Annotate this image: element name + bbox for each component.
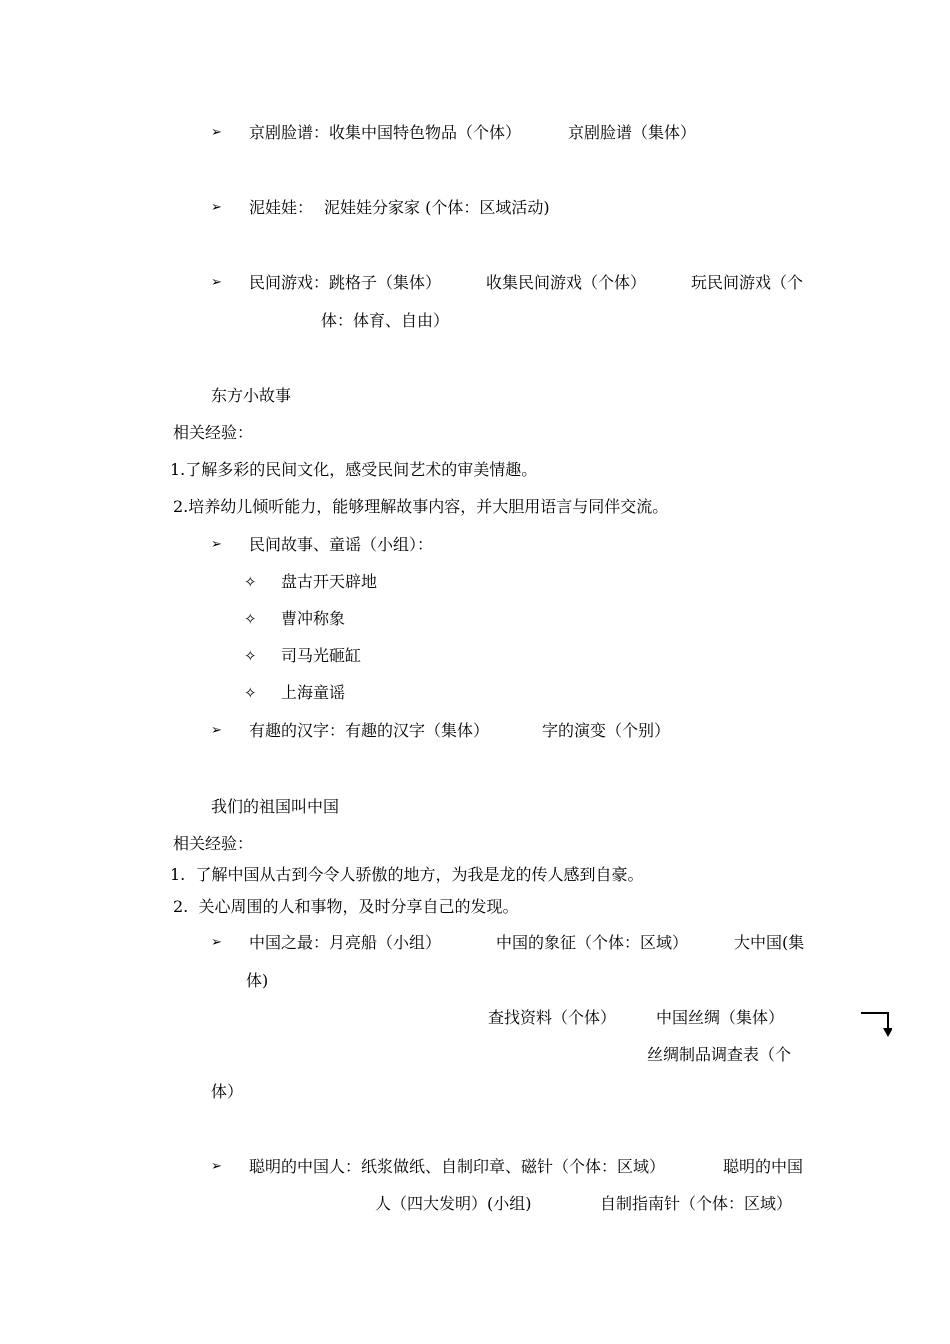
item-niwawa: 泥娃娃： [249,198,314,217]
story-item: 盘古开天辟地 [281,572,378,591]
section-heading: 我们的祖国叫中国 [211,797,340,816]
arrow-bullet-icon: ➢ [211,537,222,552]
item-big-china: 大中国(集 [734,933,805,952]
item-compass: 自制指南针（个体：区域） [600,1194,793,1213]
item-clever-chinese-b: 聪明的中国 [723,1157,804,1176]
item-jingju: 京剧脸谱：收集中国特色物品（个体） [249,123,522,142]
arrow-bullet-icon: ➢ [211,723,222,738]
related-experience-label: 相关经验： [173,423,254,442]
item-folk-games-play: 玩民间游戏（个 [691,273,804,292]
diamond-bullet-icon: ✧ [244,573,257,591]
diamond-bullet-icon: ✧ [244,684,257,702]
section-heading: 东方小故事 [211,386,292,405]
item-niwawa-detail: 泥娃娃分家家 (个体：区域活动) [324,198,550,217]
arrow-bullet-icon: ➢ [211,275,222,290]
diamond-bullet-icon: ✧ [244,647,257,665]
item-china-silk: 中国丝绸（集体） [656,1008,785,1027]
item-four-inventions: 人（四大发明）(小组) [375,1194,532,1213]
item-folk-games: 民间游戏：跳格子（集体） [249,273,442,292]
diamond-bullet-icon: ✧ [244,610,257,628]
experience-item: 2. 关心周围的人和事物，及时分享自己的发现。 [173,897,519,916]
item-chinese-characters: 有趣的汉字：有趣的汉字（集体） [249,721,490,740]
related-experience-label: 相关经验： [173,834,254,853]
item-china-best: 中国之最：月亮船（小组） [249,933,442,952]
item-folk-games-play-cont: 体：体育、自由） [321,311,450,330]
item-big-china-cont: 体) [246,971,269,990]
arrow-bullet-icon: ➢ [211,1159,222,1174]
item-character-evolution: 字的演变（个别） [542,721,671,740]
item-jingju-collective: 京剧脸谱（集体） [568,123,697,142]
arrow-bullet-icon: ➢ [211,935,222,950]
elbow-arrow-icon [860,1010,892,1038]
item-find-materials: 查找资料（个体） [488,1008,617,1027]
arrow-bullet-icon: ➢ [211,200,222,215]
story-item: 曹冲称象 [281,609,346,628]
story-item: 上海童谣 [281,683,346,702]
item-folk-stories: 民间故事、童谣（小组）： [249,535,434,554]
story-item: 司马光砸缸 [281,646,362,665]
item-clever-chinese: 聪明的中国人：纸浆做纸、自制印章、磁针（个体：区域） [249,1157,666,1176]
experience-item: 1.了解多彩的民间文化，感受民间艺术的审美情趣。 [170,460,538,479]
arrow-bullet-icon: ➢ [211,125,222,140]
experience-item: 1. 了解中国从古到今令人骄傲的地方，为我是龙的传人感到自豪。 [170,865,644,884]
item-silk-survey: 丝绸制品调查表（个 [647,1045,792,1064]
item-china-symbol: 中国的象征（个体：区域） [496,933,689,952]
item-silk-survey-cont: 体） [211,1082,244,1101]
experience-item: 2.培养幼儿倾听能力，能够理解故事内容，并大胆用语言与同伴交流。 [173,497,669,516]
item-folk-games-collect: 收集民间游戏（个体） [486,273,647,292]
